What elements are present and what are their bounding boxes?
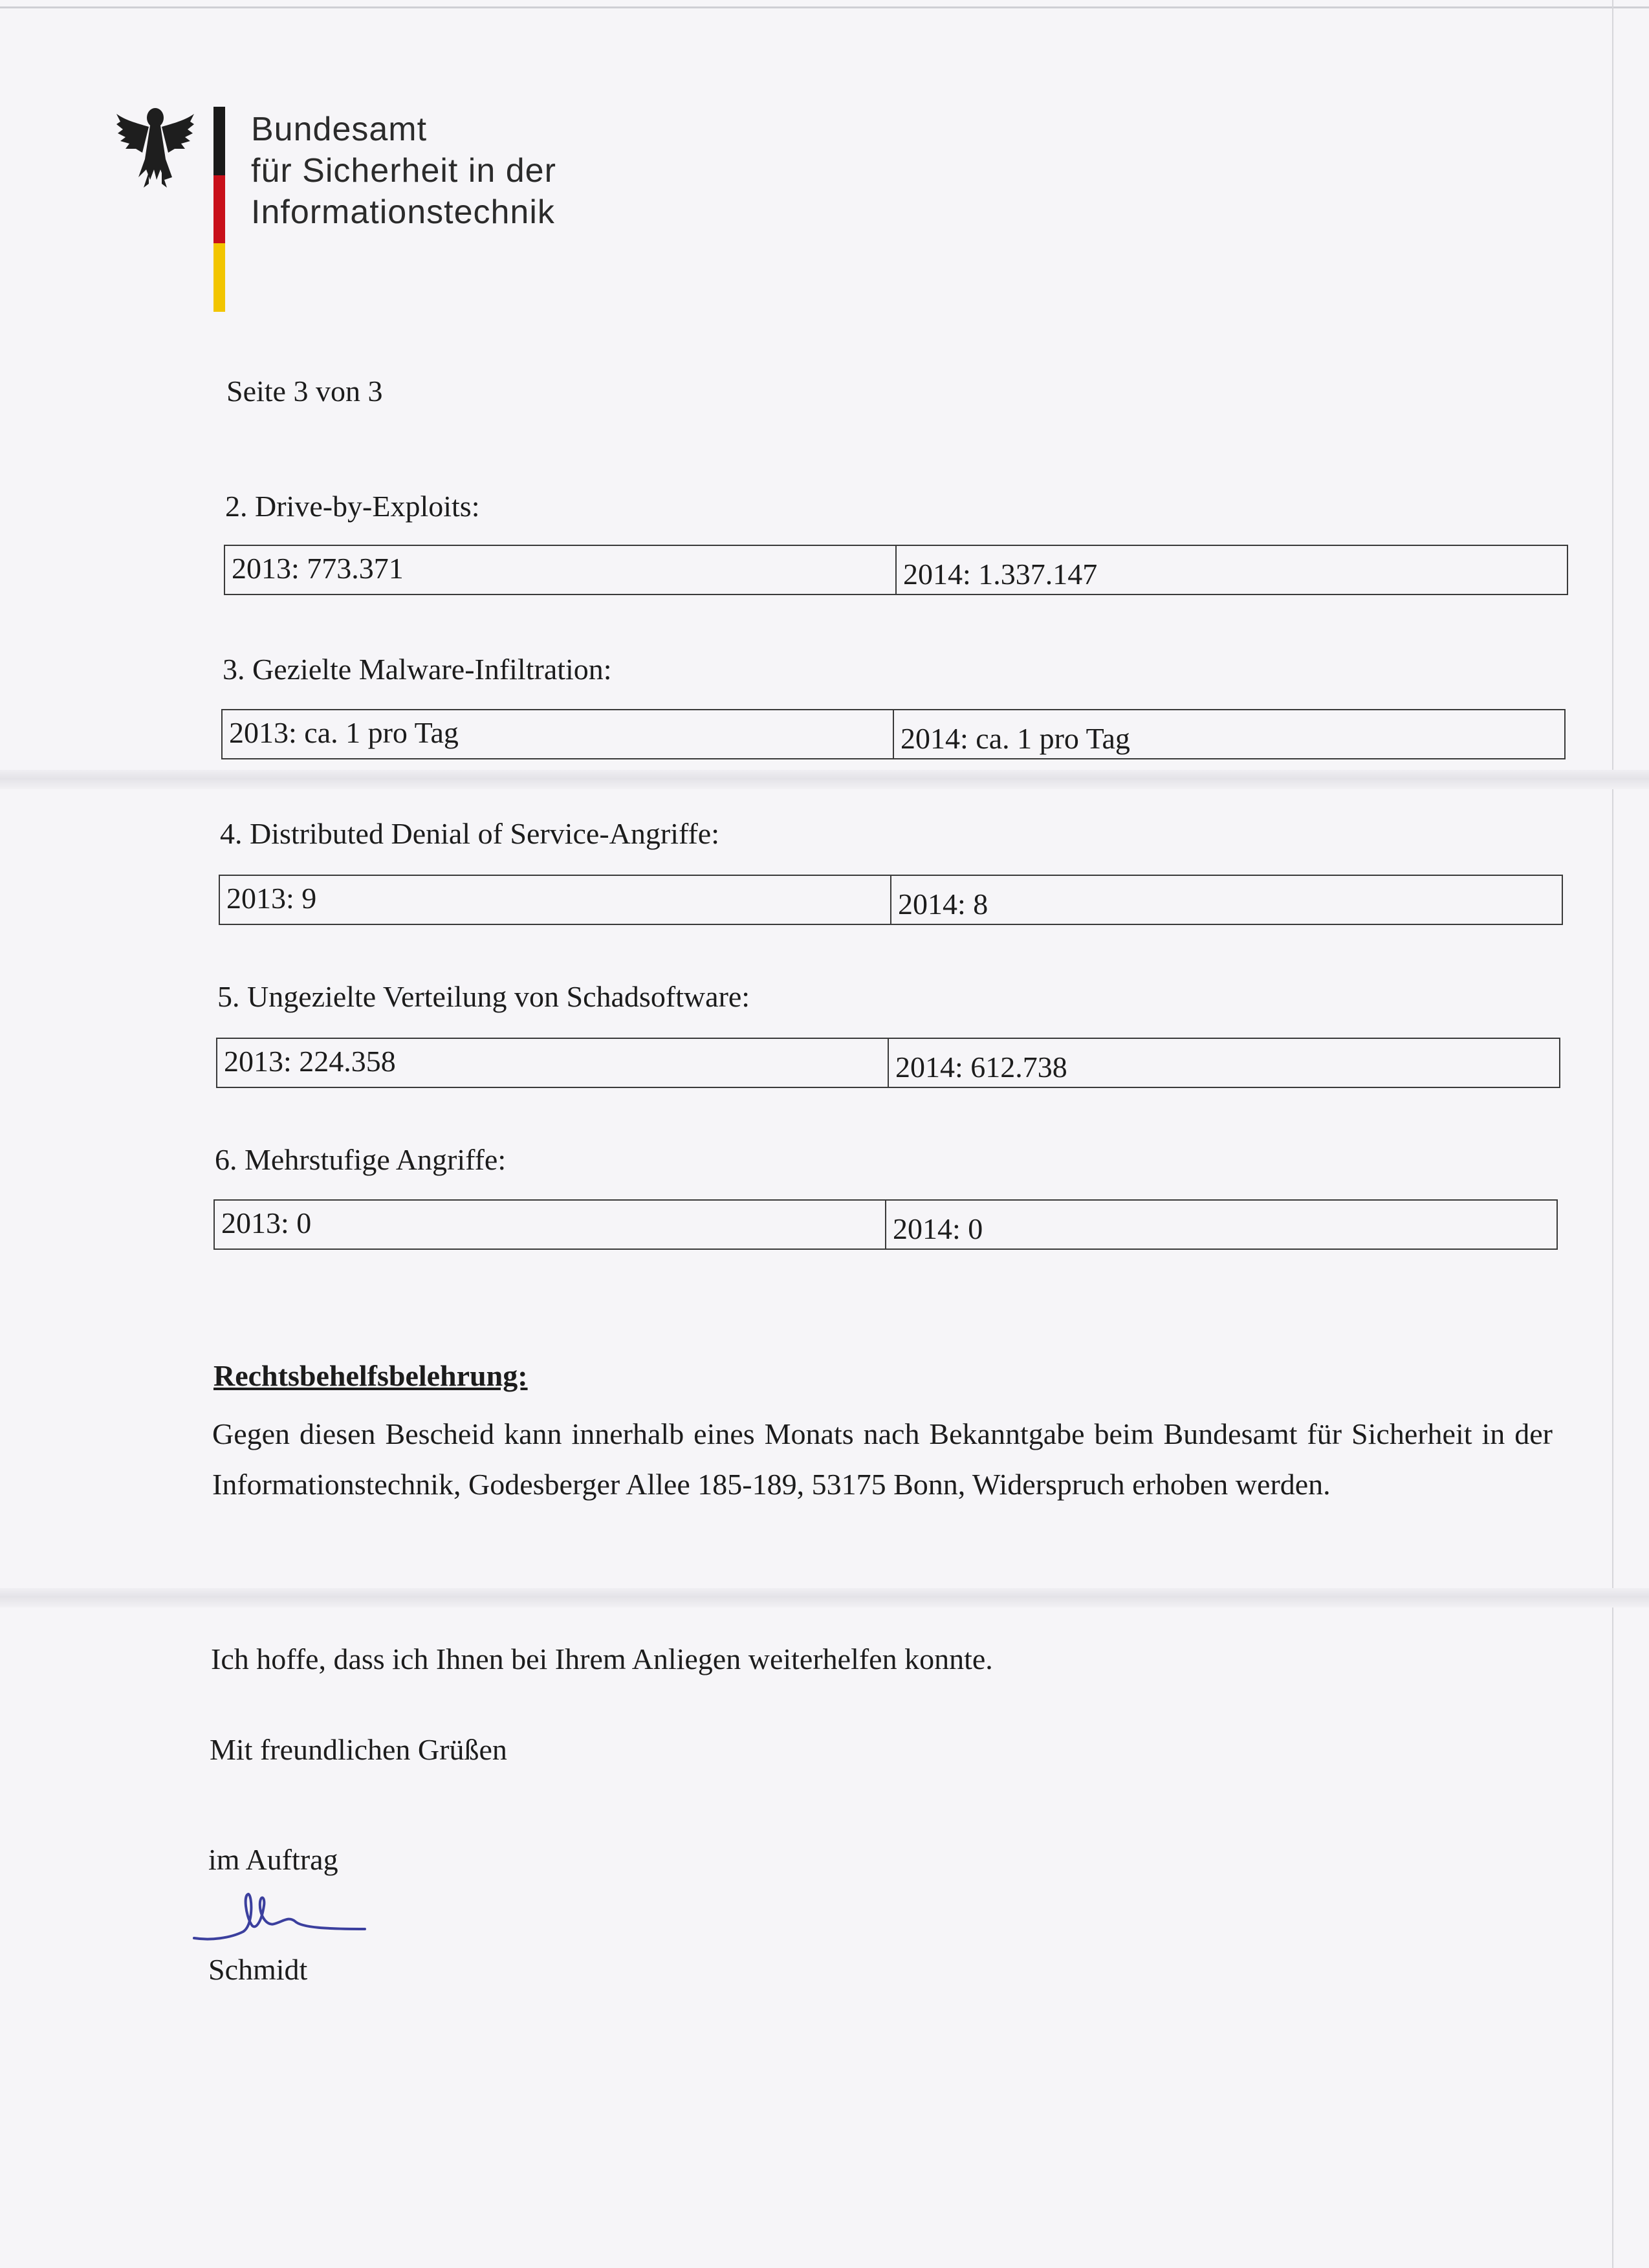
stat-heading: 2. Drive-by-Exploits: [225,490,480,523]
signature-image [191,1876,373,1960]
value-2014: 2014: 1.337.147 [895,546,1567,594]
value-2013: 2013: 9 [226,882,317,915]
flag-stripe-red [213,175,225,244]
federal-eagle-icon [116,97,272,194]
stat-row [216,1038,1560,1088]
paper-edge-right [1612,0,1613,2268]
stat-heading: 5. Ungezielte Verteilung von Schadsoftware: [217,980,750,1013]
value-2013: 2013: 773.371 [232,552,404,585]
flag-stripe-gold [213,243,225,312]
value-2014: 2014: 612.738 [888,1039,1559,1087]
on-behalf-label: im Auftrag [208,1843,338,1876]
stat-row [224,545,1568,595]
paper-edge [0,6,1649,8]
stat-row [221,709,1566,759]
stat-heading: 3. Gezielte Malware-Infiltration: [223,653,612,686]
value-2013: 2013: ca. 1 pro Tag [229,716,459,749]
agency-line: Informationstechnik [251,193,555,231]
flag-stripe-black [213,107,225,175]
page-number: Seite 3 von 3 [226,375,383,408]
value-2013: 2013: 0 [221,1206,312,1239]
agency-name [251,109,556,233]
flag-stripe [213,107,225,311]
value-2014: 2014: ca. 1 pro Tag [893,710,1564,758]
stat-row [213,1199,1558,1250]
agency-line: für Sicherheit in der [251,152,556,190]
paper-fold [0,1588,1649,1608]
closing-sentence: Ich hoffe, dass ich Ihnen bei Ihrem Anliegen weiterhelfen konnte. [211,1642,993,1675]
stat-row [219,875,1563,925]
value-2014: 2014: 0 [885,1201,1556,1248]
value-2013: 2013: 224.358 [224,1045,396,1078]
legal-body: Gegen diesen Bescheid kann innerhalb eines Monats nach Bekanntgabe beim Bundesamt für Sicherheit in der Informationstechnik, Godesberger Allee 185-189, 53175 Bonn, Widerspruch erhoben werden. [212,1417,1553,1501]
value-2014: 2014: 8 [890,876,1562,924]
stat-heading: 6. Mehrstufige Angriffe: [215,1143,507,1176]
greeting: Mit freundlichen Grüßen [210,1733,507,1766]
agency-line: Bundesamt [251,111,428,148]
stat-heading: 4. Distributed Denial of Service-Angriffe: [220,817,719,850]
legal-heading: Rechtsbehelfsbelehrung: [213,1359,528,1392]
paper-fold [0,770,1649,789]
signer-name: Schmidt [208,1953,308,1986]
